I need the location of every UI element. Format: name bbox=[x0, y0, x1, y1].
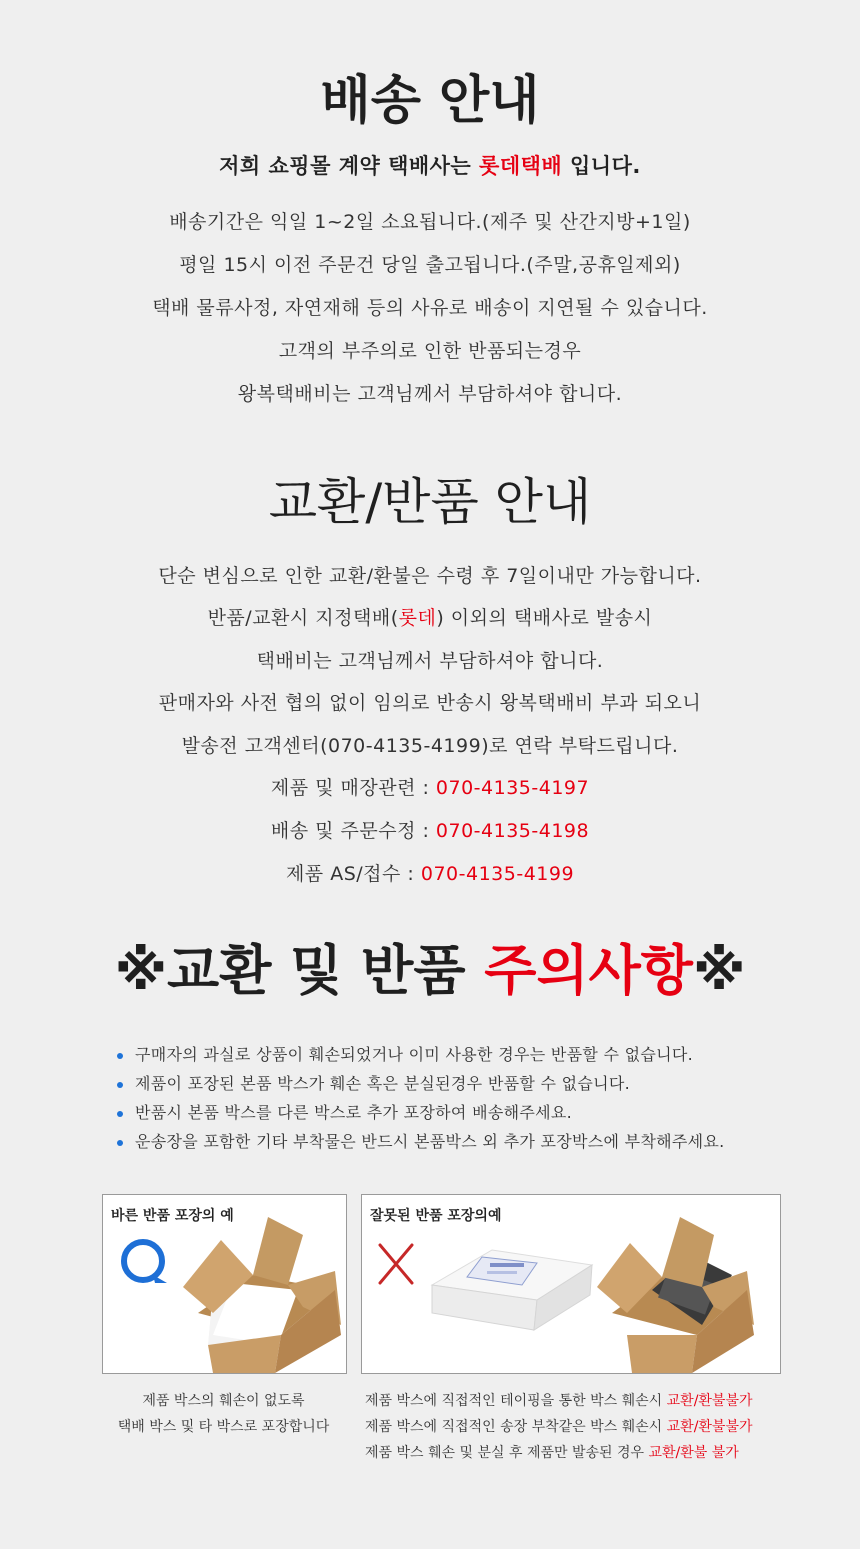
courier-notice-end: 입니다. bbox=[562, 154, 641, 178]
bad-example-panel bbox=[361, 1194, 781, 1374]
returns-line: 발송전 고객센터(070-4135-4199)로 연락 부탁드립니다. bbox=[181, 735, 679, 757]
courier-notice-text: 저희 쇼핑몰 계약 택배사는 bbox=[219, 154, 480, 178]
caption-text: 제품 박스에 직접적인 송장 부착같은 박스 훼손시 bbox=[365, 1419, 667, 1435]
caption-warning: 교환/환불불가 bbox=[666, 1419, 753, 1435]
unpacked-product-box-icon bbox=[597, 1217, 754, 1373]
returns-line bbox=[0, 603, 860, 630]
contact-phone[interactable]: 070-4135-4198 bbox=[435, 820, 590, 842]
contact-line bbox=[0, 773, 860, 800]
caption-warning: 교환/환불불가 bbox=[666, 1393, 753, 1409]
returns-courier: 롯데 bbox=[398, 607, 437, 629]
contact-phone[interactable]: 070-4135-4197 bbox=[435, 777, 590, 799]
list-item bbox=[117, 1127, 725, 1156]
courier-name: 롯데택배 bbox=[479, 154, 563, 178]
caption-text: 제품 박스 훼손 및 분실 후 제품만 발송된 경우 bbox=[365, 1445, 649, 1461]
shipping-line: 왕복택배비는 고객님께서 부담하셔야 합니다. bbox=[237, 383, 623, 405]
list-item bbox=[117, 1040, 725, 1069]
list-item-text: 반품시 본품 박스를 다른 박스로 추가 포장하여 배송해주세요. bbox=[135, 1103, 572, 1122]
caution-title-highlight: 주의사항 bbox=[484, 939, 693, 1002]
caution-list bbox=[117, 1040, 725, 1156]
bullet-dot-icon bbox=[117, 1111, 123, 1117]
good-example-panel bbox=[102, 1194, 347, 1374]
caption-line bbox=[365, 1440, 785, 1466]
list-item-text: 구매자의 과실로 상품이 훼손되었거나 이미 사용한 경우는 반품할 수 없습니다. bbox=[135, 1045, 694, 1064]
returns-title: 교환/반품 안내 bbox=[268, 473, 592, 531]
contact-label: 배송 및 주문수정 : bbox=[270, 820, 436, 842]
caption-line bbox=[365, 1414, 785, 1440]
shipping-line: 고객의 부주의로 인한 반품되는경우 bbox=[278, 340, 582, 362]
shipping-line: 배송기간은 익일 1~2일 소요됩니다.(제주 및 산간지방+1일) bbox=[169, 211, 691, 233]
caption-warning: 교환/환불 불가 bbox=[648, 1445, 739, 1461]
bad-example-label: 잘못된 반품 포장의예 bbox=[370, 1208, 502, 1224]
returns-line: 택배비는 고객님께서 부담하셔야 합니다. bbox=[256, 650, 604, 672]
returns-line: 단순 변심으로 인한 교환/환불은 수령 후 7일이내만 가능합니다. bbox=[158, 565, 702, 587]
shipping-line: 택배 물류사정, 자연재해 등의 사유로 배송이 지연될 수 있습니다. bbox=[152, 297, 708, 319]
caution-title bbox=[0, 928, 860, 1005]
contact-line bbox=[0, 859, 860, 886]
o-mark-icon bbox=[124, 1242, 167, 1283]
shipping-line: 평일 15시 이전 주문건 당일 출고됩니다.(주말,공휴일제외) bbox=[179, 254, 681, 276]
contact-label: 제품 및 매장관련 : bbox=[270, 777, 436, 799]
bullet-dot-icon bbox=[117, 1053, 123, 1059]
courier-notice bbox=[0, 150, 860, 180]
list-item-text: 운송장을 포함한 기타 부착물은 반드시 본품박스 외 추가 포장박스에 부착해주세요. bbox=[135, 1132, 725, 1151]
good-example-illustration bbox=[103, 1195, 346, 1373]
list-item-text: 제품이 포장된 본품 박스가 훼손 혹은 분실된경우 반품할 수 없습니다. bbox=[135, 1074, 631, 1093]
contact-phone[interactable]: 070-4135-4199 bbox=[420, 863, 575, 885]
packed-box-icon bbox=[183, 1217, 341, 1373]
good-example-label: 바른 반품 포장의 예 bbox=[111, 1208, 234, 1224]
returns-line-end: ) 이외의 택배사로 발송시 bbox=[436, 607, 653, 629]
contact-line bbox=[0, 816, 860, 843]
caption-line bbox=[365, 1388, 785, 1414]
good-example-caption bbox=[102, 1388, 345, 1440]
shipping-title: 배송 안내 bbox=[320, 71, 540, 131]
caution-title-text: ※교환 및 반품 bbox=[114, 939, 485, 1002]
list-item bbox=[117, 1098, 725, 1127]
bad-example-illustration bbox=[362, 1195, 780, 1373]
caption-text: 제품 박스에 직접적인 테이핑을 통한 박스 훼손시 bbox=[365, 1393, 667, 1409]
taped-product-box-icon bbox=[432, 1250, 592, 1330]
bad-example-caption bbox=[365, 1388, 785, 1466]
x-mark-icon bbox=[380, 1245, 412, 1283]
returns-line: 판매자와 사전 협의 없이 임의로 반송시 왕복택배비 부과 되오니 bbox=[158, 692, 702, 714]
bullet-dot-icon bbox=[117, 1082, 123, 1088]
caution-title-end: ※ bbox=[692, 939, 746, 1002]
bullet-dot-icon bbox=[117, 1140, 123, 1146]
returns-line-text: 반품/교환시 지정택배( bbox=[207, 607, 399, 629]
caption-line: 제품 박스의 훼손이 없도록 bbox=[142, 1393, 305, 1409]
list-item bbox=[117, 1069, 725, 1098]
contact-label: 제품 AS/접수 : bbox=[285, 863, 421, 885]
caption-line: 택배 박스 및 타 박스로 포장합니다 bbox=[117, 1419, 330, 1435]
